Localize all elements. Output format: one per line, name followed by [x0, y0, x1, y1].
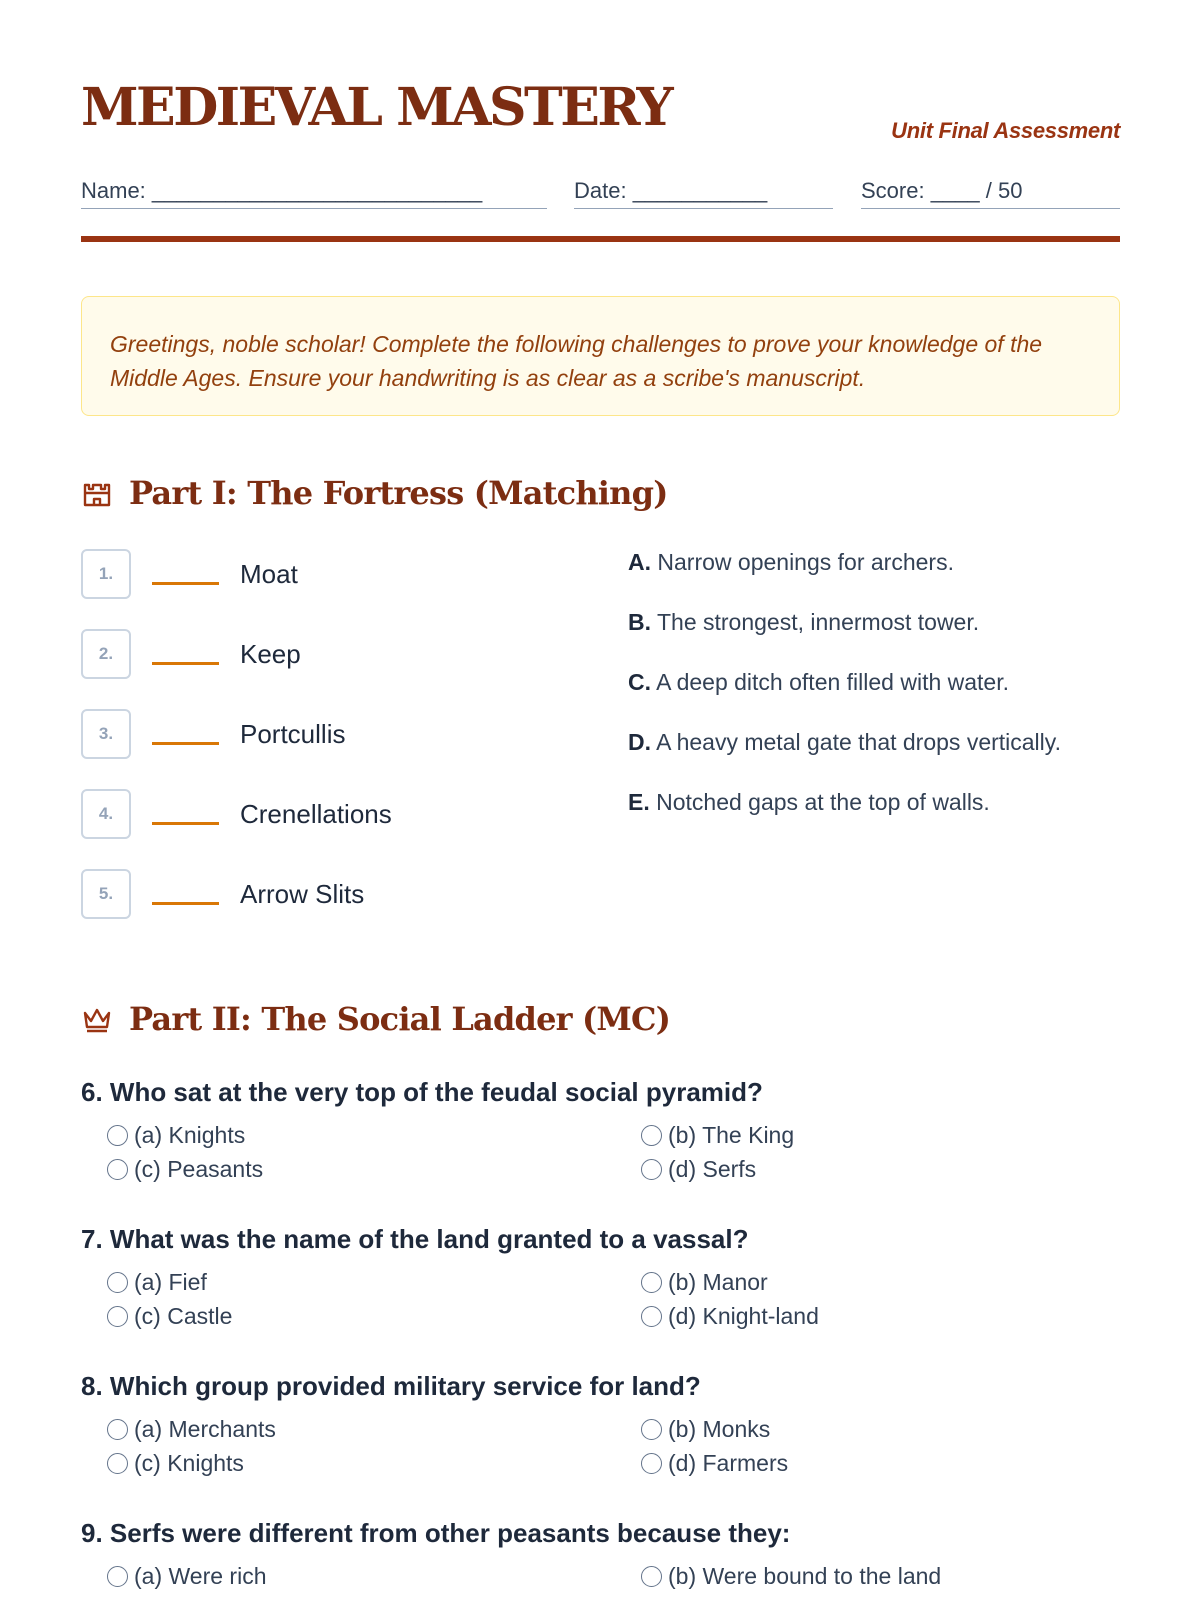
option-label: (c) Peasants	[134, 1156, 264, 1182]
radio-button[interactable]	[641, 1272, 662, 1293]
castle-icon	[81, 477, 113, 509]
definition-item	[628, 669, 1009, 696]
definition-letter: B.	[628, 609, 651, 635]
answer-blank[interactable]	[152, 902, 219, 905]
intro-callout: Greetings, noble scholar! Complete the following challenges to prove your knowledge of the Middle Ages. Ensure your handwriting is as clear as a scribe's manuscript.	[81, 296, 1120, 416]
match-item	[81, 708, 345, 760]
radio-button[interactable]	[107, 1125, 128, 1146]
part2-title: Part II: The Social Ladder (MC)	[129, 1000, 671, 1038]
definition-letter: E.	[628, 789, 650, 815]
definition-text: The strongest, innermost tower.	[656, 609, 980, 635]
item-number: 3.	[81, 709, 131, 759]
answer-blank[interactable]	[152, 742, 219, 745]
item-number: 4.	[81, 789, 131, 839]
definition-letter: C.	[628, 669, 651, 695]
option-label: (b) The King	[668, 1122, 795, 1148]
option-7b[interactable]	[641, 1269, 768, 1296]
match-term: Arrow Slits	[240, 878, 365, 909]
score-field: Score: ____ / 50	[861, 178, 1120, 209]
question-7: 7. What was the name of the land granted to a vassal?	[81, 1224, 749, 1254]
option-label: (d) Serfs	[668, 1156, 757, 1182]
answer-blank[interactable]	[152, 582, 219, 585]
part1-title: Part I: The Fortress (Matching)	[129, 474, 668, 512]
radio-button[interactable]	[641, 1125, 662, 1146]
option-8b[interactable]	[641, 1416, 770, 1443]
option-7a[interactable]	[107, 1269, 207, 1296]
option-8d[interactable]	[641, 1450, 788, 1477]
option-6a[interactable]	[107, 1122, 245, 1149]
question-6: 6. Who sat at the very top of the feudal social pyramid?	[81, 1077, 763, 1107]
match-item	[81, 788, 392, 840]
definition-letter: D.	[628, 729, 651, 755]
crown-icon	[81, 1003, 113, 1035]
radio-button[interactable]	[107, 1566, 128, 1587]
worksheet-subtitle: Unit Final Assessment	[891, 118, 1120, 143]
worksheet-header	[81, 0, 1120, 250]
item-number: 5.	[81, 869, 131, 919]
radio-button[interactable]	[641, 1419, 662, 1440]
option-label: (d) Knight-land	[668, 1303, 819, 1329]
match-item	[81, 868, 364, 920]
radio-button[interactable]	[641, 1453, 662, 1474]
question-9: 9. Serfs were different from other peasants because they:	[81, 1518, 791, 1548]
date-field[interactable]: Date: ___________	[574, 178, 833, 209]
radio-button[interactable]	[107, 1453, 128, 1474]
radio-button[interactable]	[107, 1272, 128, 1293]
definition-text: A deep ditch often filled with water.	[656, 669, 1010, 695]
match-term: Keep	[240, 638, 301, 669]
match-item	[81, 628, 301, 680]
definition-item	[628, 609, 979, 636]
definition-letter: A.	[628, 549, 651, 575]
definition-text: Notched gaps at the top of walls.	[656, 789, 990, 815]
part2-heading	[81, 1000, 670, 1038]
worksheet-page	[81, 0, 1120, 1589]
name-field[interactable]: Name: ___________________________	[81, 178, 547, 209]
radio-button[interactable]	[641, 1566, 662, 1587]
definition-item	[628, 549, 954, 576]
option-label: (c) Castle	[134, 1303, 233, 1329]
header-divider	[81, 236, 1120, 242]
option-label: (c) Knights	[134, 1450, 244, 1476]
option-6d[interactable]	[641, 1156, 756, 1183]
option-6b[interactable]	[641, 1122, 794, 1149]
option-8a[interactable]	[107, 1416, 276, 1443]
match-term: Moat	[240, 558, 298, 589]
option-6c[interactable]	[107, 1156, 263, 1183]
option-label: (a) Merchants	[134, 1416, 276, 1442]
match-item	[81, 548, 298, 600]
option-9a[interactable]	[107, 1563, 267, 1590]
match-term: Portcullis	[240, 718, 346, 749]
option-label: (b) Manor	[668, 1269, 768, 1295]
item-number: 1.	[81, 549, 131, 599]
definition-item	[628, 789, 990, 816]
option-label: (a) Fief	[134, 1269, 207, 1295]
radio-button[interactable]	[641, 1159, 662, 1180]
answer-blank[interactable]	[152, 662, 219, 665]
worksheet-title: MEDIEVAL MASTERY	[81, 77, 672, 138]
radio-button[interactable]	[641, 1306, 662, 1327]
option-7c[interactable]	[107, 1303, 232, 1330]
option-label: (a) Were rich	[134, 1563, 267, 1589]
radio-button[interactable]	[107, 1419, 128, 1440]
radio-button[interactable]	[107, 1306, 128, 1327]
option-label: (b) Were bound to the land	[668, 1563, 942, 1589]
answer-blank[interactable]	[152, 822, 219, 825]
question-8: 8. Which group provided military service for land?	[81, 1371, 701, 1401]
option-label: (d) Farmers	[668, 1450, 789, 1476]
match-term: Crenellations	[240, 798, 392, 829]
part1-heading	[81, 474, 668, 512]
option-label: (a) Knights	[134, 1122, 246, 1148]
definition-text: A heavy metal gate that drops vertically.	[656, 729, 1061, 755]
definition-item	[628, 729, 1061, 756]
option-9b[interactable]	[641, 1563, 941, 1590]
option-8c[interactable]	[107, 1450, 244, 1477]
option-label: (b) Monks	[668, 1416, 771, 1442]
definition-text: Narrow openings for archers.	[657, 549, 954, 575]
item-number: 2.	[81, 629, 131, 679]
radio-button[interactable]	[107, 1159, 128, 1180]
option-7d[interactable]	[641, 1303, 819, 1330]
